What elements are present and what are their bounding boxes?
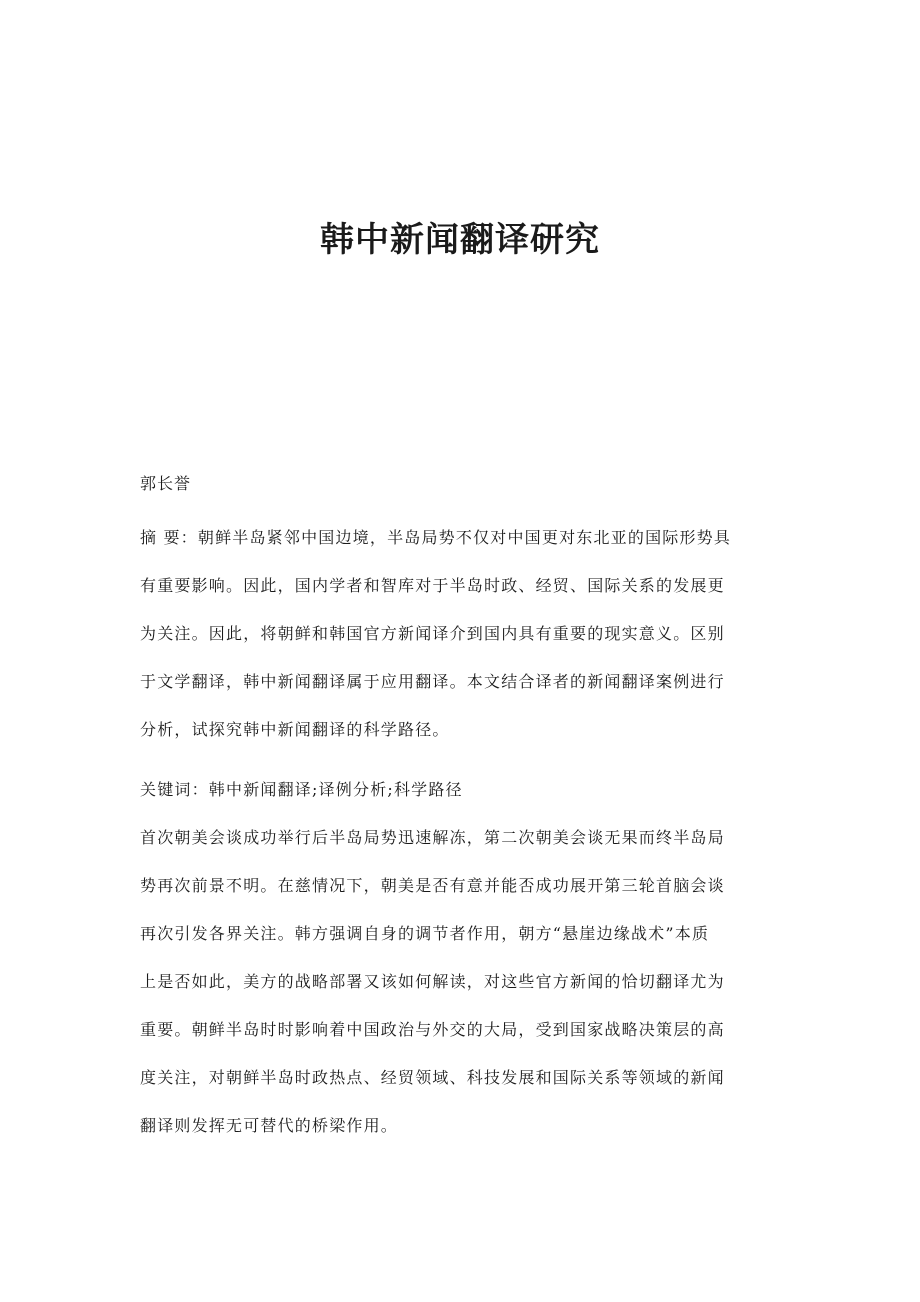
abstract-paragraph [140,514,780,754]
abstract-line: 摘 要：朝鲜半岛紧邻中国边境，半岛局势不仅对中国更对东北亚的国际形势具 [140,528,732,547]
body-line: 翻译则发挥无可替代的桥梁作用。 [140,1116,399,1135]
body-line: 首次朝美会谈成功举行后半岛局势迅速解冻，第二次朝美会谈无果而终半岛局 [140,828,725,847]
abstract-line: 为关注。因此，将朝鲜和韩国官方新闻译介到国内具有重要的现实意义。区别 [140,624,725,643]
author-name: 郭长誉 [140,474,192,493]
body-line: 度关注，对朝鲜半岛时政热点、经贸领域、科技发展和国际关系等领域的新闻 [140,1068,725,1087]
body-paragraph [140,814,780,1150]
abstract-line: 于文学翻译，韩中新闻翻译属于应用翻译。本文结合译者的新闻翻译案例进行 [140,672,725,691]
abstract-line: 有重要影响。因此，国内学者和智库对于半岛时政、经贸、国际关系的发展更 [140,576,725,595]
abstract-line: 分析，试探究韩中新闻翻译的科学路径。 [140,720,450,739]
body-line: 上是否如此，美方的战略部署又该如何解读，对这些官方新闻的恰切翻译尤为 [140,972,725,991]
body-line: 再次引发各界关注。韩方强调自身的调节者作用，朝方“悬崖边缘战术”本质 [140,924,710,943]
body-line: 重要。朝鲜半岛时时影响着中国政治与外交的大局，受到国家战略决策层的高 [140,1020,725,1039]
document-title: 韩中新闻翻译研究 [320,220,600,260]
body-line: 势再次前景不明。在慈情况下，朝美是否有意并能否成功展开第三轮首脑会谈 [140,876,725,895]
keywords-line [140,766,780,814]
keywords-text: 关键词：韩中新闻翻译;译例分析;科学路径 [140,780,463,799]
